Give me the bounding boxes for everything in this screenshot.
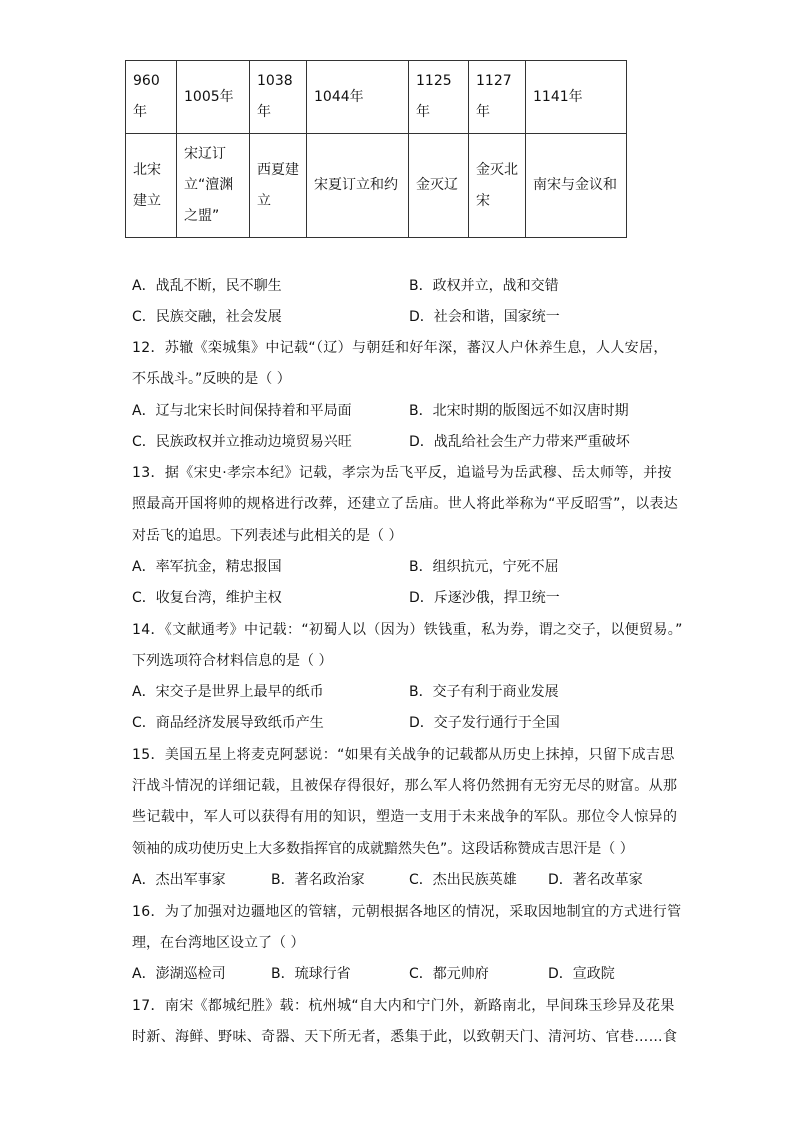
- year-960: 960年: [133, 73, 160, 120]
- q15-stem-line: 15．美国五星上将麦克阿瑟说：“如果有关战争的记载都从历史上抹掉，只留下成吉思: [132, 747, 675, 763]
- table-cell: [177, 61, 250, 134]
- q14-option-d: D．交子发行通行于全国: [409, 715, 560, 731]
- q14-option-a: A．宋交子是世界上最早的纸币: [132, 684, 324, 700]
- year-1127: 1127年: [476, 73, 512, 120]
- q14-option-c: C．商品经济发展导致纸币产生: [132, 715, 324, 731]
- year-1038: 1038年: [257, 73, 293, 120]
- q15-option-c: C．杰出民族英雄: [409, 872, 517, 888]
- q11-option-d: D．社会和谐，国家统一: [409, 309, 560, 325]
- event-cell: 北宋建立: [133, 161, 161, 209]
- table-cell: [307, 61, 409, 134]
- q13-option-c: C．收复台湾，维护主权: [132, 590, 282, 606]
- q12-option-b: B．北宋时期的版图远不如汉唐时期: [409, 403, 629, 419]
- year-1005: 1005年: [184, 88, 234, 105]
- q16-stem-line: 理，在台湾地区设立了（ ）: [132, 935, 305, 951]
- q13-stem-line: 13．据《宋史·孝宗本纪》记载，孝宗为岳飞平反，追谥号为岳武穆、岳太师等，并按: [132, 465, 672, 481]
- year-1125: 1125年: [416, 73, 452, 120]
- event-cell: 西夏建立: [257, 161, 299, 209]
- event-cell: 金灭北宋: [476, 161, 518, 209]
- table-cell: [469, 61, 526, 134]
- table-cell: [126, 134, 177, 238]
- q11-option-b: B．政权并立，战和交错: [409, 278, 559, 294]
- year-1141: 1141年: [533, 88, 583, 105]
- q15-stem-line: 些记载中，军人可以获得有用的知识，塑造一支用于未来战争的军队。那位令人惊异的: [132, 809, 678, 825]
- timeline-table: [125, 60, 627, 238]
- q13-option-b: B．组织抗元，宁死不屈: [409, 559, 559, 575]
- table-cell: [409, 61, 469, 134]
- q11-option-c: C．民族交融，社会发展: [132, 309, 282, 325]
- event-cell: 宋辽订立“澶渊之盟”: [184, 146, 234, 224]
- q13-option-d: D．斥逐沙俄，捍卫统一: [409, 590, 560, 606]
- q12-option-a: A．辽与北宋长时间保持着和平局面: [132, 403, 352, 419]
- table-cell: [409, 134, 469, 238]
- q16-option-a: A．澎湖巡检司: [132, 966, 226, 982]
- q13-stem-line: 对岳飞的追思。下列表述与此相关的是（ ）: [132, 528, 403, 544]
- table-row: [126, 61, 627, 134]
- table-cell: [250, 134, 307, 238]
- table-cell: [526, 61, 627, 134]
- q12-option-c: C．民族政权并立推动边境贸易兴旺: [132, 434, 352, 450]
- q14-option-b: B．交子有利于商业发展: [409, 684, 559, 700]
- q15-option-a: A．杰出军事家: [132, 872, 226, 888]
- q16-option-c: C．都元帅府: [409, 966, 489, 982]
- q13-option-a: A．率军抗金，精忠报国: [132, 559, 282, 575]
- q12-stem-line: 12．苏辙《栾城集》中记载“（辽）与朝廷和好年深，蕃汉人户休养生息，人人安居，: [132, 340, 668, 356]
- q14-stem-line: 14．《文献通考》中记载：“初蜀人以（因为）铁钱重，私为券，谓之交子，以便贸易。”: [132, 622, 683, 638]
- q11-option-a: A．战乱不断，民不聊生: [132, 278, 282, 294]
- q15-option-b: B．著名政治家: [271, 872, 365, 888]
- event-cell: 金灭辽: [416, 177, 458, 193]
- event-cell: 南宋与金议和: [533, 177, 617, 193]
- q14-stem-line: 下列选项符合材料信息的是（ ）: [132, 653, 333, 669]
- q15-stem-line: 汗战斗情况的详细记载，且被保存得很好，那么军人将仍然拥有无穷无尽的财富。从那: [132, 778, 678, 794]
- event-cell: 宋夏订立和约: [314, 177, 398, 193]
- table-row: [126, 134, 627, 238]
- q12-stem-line: 不乐战斗。”反映的是（ ）: [132, 371, 291, 387]
- q15-stem-line: 领袖的成功使历史上大多数指挥官的成就黯然失色”。这段话称赞成吉思汗是（ ）: [132, 841, 634, 857]
- table-cell: [526, 134, 627, 238]
- q17-stem-line: 17．南宋《都城纪胜》载：杭州城“自大内和宁门外，新路南北，早间珠玉珍异及花果: [132, 998, 675, 1014]
- year-1044: 1044年: [314, 88, 364, 105]
- q17-stem-line: 时新、海鲜、野味、奇器、天下所无者，悉集于此，以致朝天门、清河坊、官巷……食: [132, 1029, 678, 1045]
- q16-option-b: B．琉球行省: [271, 966, 351, 982]
- table-cell: [250, 61, 307, 134]
- table-cell: [469, 134, 526, 238]
- q12-option-d: D．战乱给社会生产力带来严重破坏: [409, 434, 630, 450]
- table-cell: [307, 134, 409, 238]
- q16-option-d: D．宣政院: [548, 966, 615, 982]
- table-cell: [126, 61, 177, 134]
- q13-stem-line: 照最高开国将帅的规格进行改葬，还建立了岳庙。世人将此举称为“平反昭雪”，以表达: [132, 496, 679, 512]
- q16-stem-line: 16．为了加强对边疆地区的管辖，元朝根据各地区的情况，采取因地制宜的方式进行管: [132, 904, 682, 920]
- q15-option-d: D．著名改革家: [548, 872, 643, 888]
- table-cell: [177, 134, 250, 238]
